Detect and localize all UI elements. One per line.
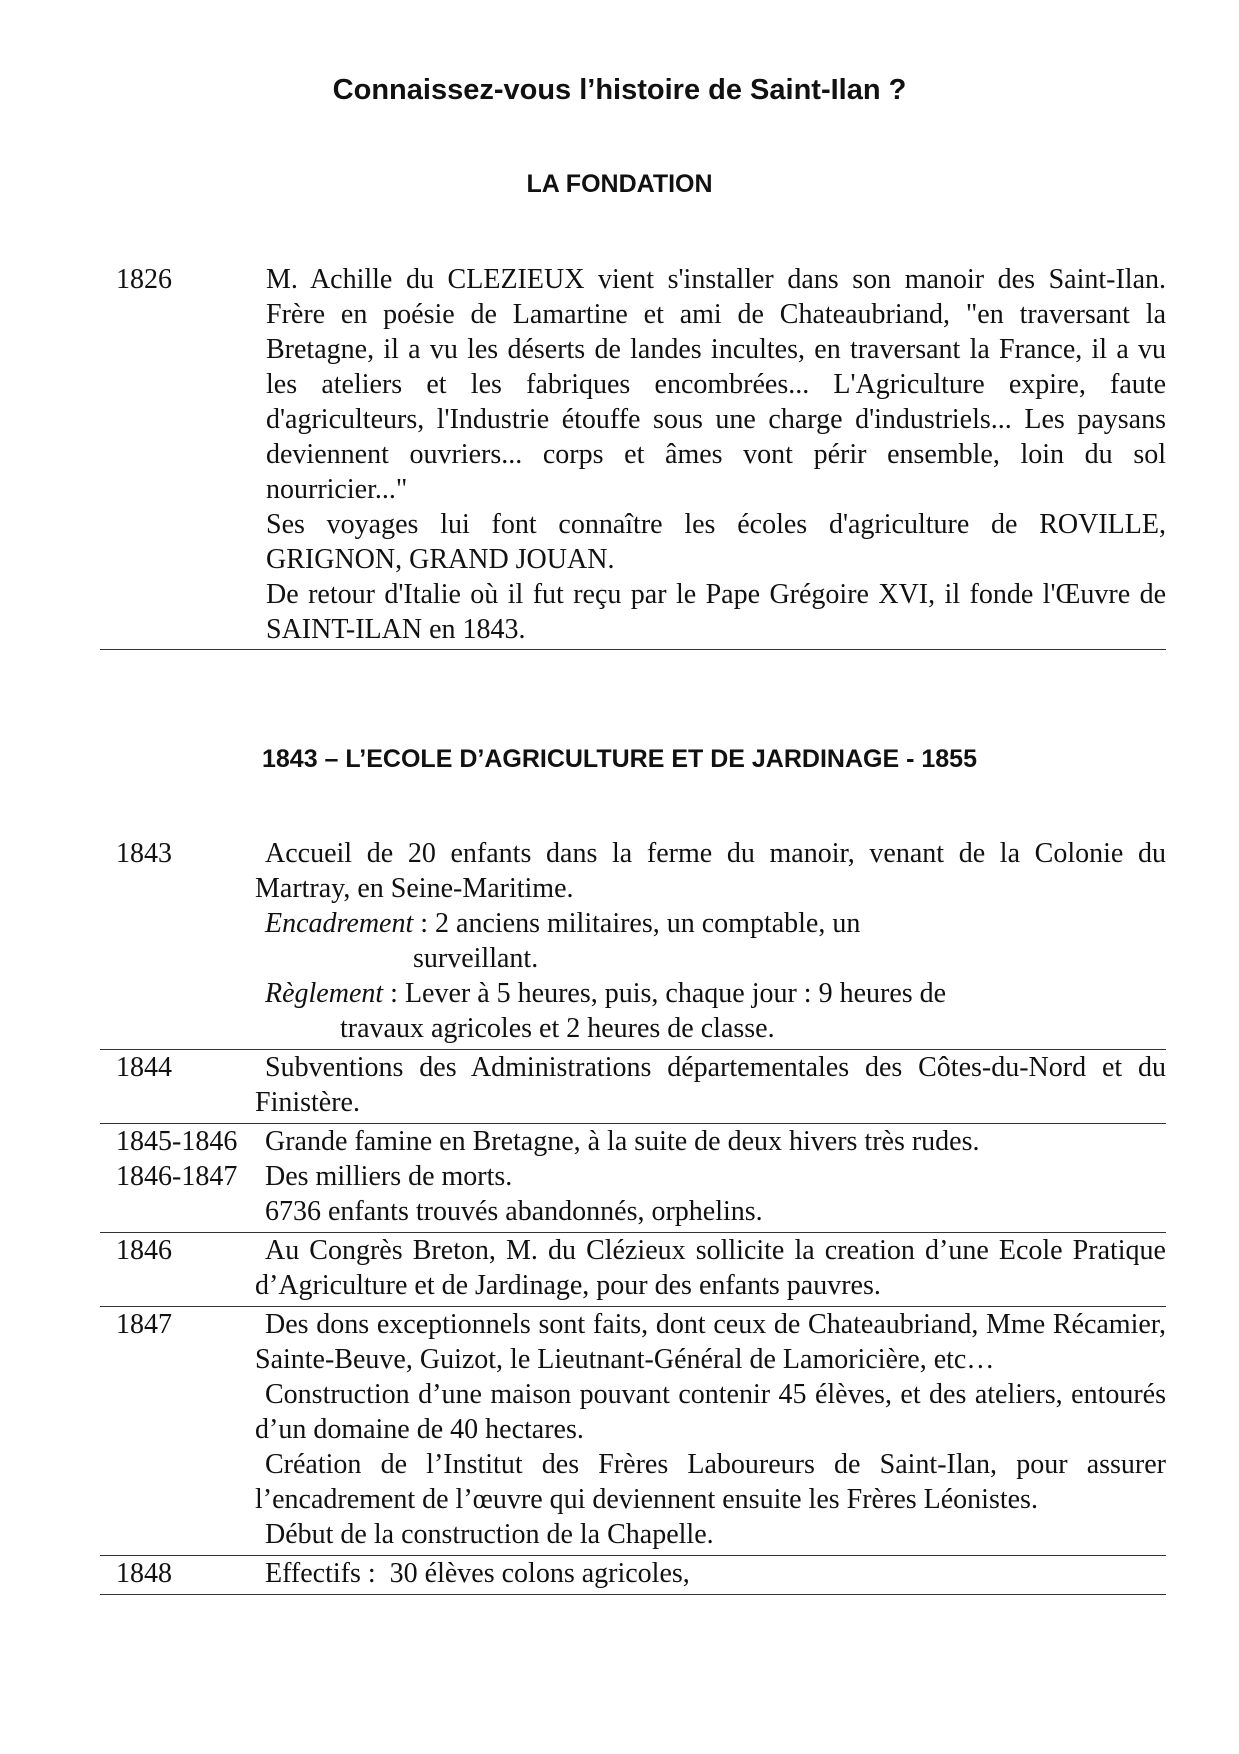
event-paragraph: De retour d'Italie où il fut reçu par le Pape Grégoire XVI, il fonde l'Œuvre de SAINT-ILAN en 1843. bbox=[266, 579, 1166, 645]
event-paragraph: Création de l’Institut des Frères Laboureurs de Saint-Ilan, pour assurer l’encadrement de l’œuvre qui deviennent ensuite les Frères Léonistes. bbox=[255, 1449, 1166, 1515]
year-cell bbox=[100, 1556, 255, 1591]
event-paragraph: Effectifs : 30 élèves colons agricoles, bbox=[265, 1558, 690, 1589]
year-label: 1847 bbox=[116, 1309, 172, 1340]
encadrement-text: : 2 anciens militaires, un comptable, un bbox=[413, 908, 861, 939]
year-cell bbox=[100, 1233, 255, 1303]
encadrement-continuation: surveillant. bbox=[413, 943, 539, 974]
year-cell bbox=[100, 1124, 255, 1229]
timeline-row-1844 bbox=[100, 1050, 1166, 1124]
event-cell bbox=[255, 262, 1166, 647]
year-cell bbox=[100, 1050, 255, 1120]
event-line: 6736 enfants trouvés abandonnés, orphelins. bbox=[265, 1196, 763, 1227]
event-paragraph: M. Achille du CLEZIEUX vient s'installer dans son manoir des Saint-Ilan. Frère en poésie de Lamartine et ami de Chateaubriand, "en traversant la Bretagne, il a vu les déserts de landes incultes, en traversant la France, il a vu les ateliers et les fabriques encombrées... L'Agriculture expire, faute d'agriculteurs, l'Industrie étouffe sous une charge d'industriels... Les paysans deviennent ouvriers... corps et âmes vont périr ensemble, loin du sol nourricier..." bbox=[266, 264, 1166, 505]
year-label: 1844 bbox=[116, 1052, 172, 1083]
event-cell bbox=[255, 1307, 1166, 1552]
year-cell bbox=[100, 262, 255, 647]
event-paragraph: Accueil de 20 enfants dans la ferme du manoir, venant de la Colonie du Martray, en Seine-Maritime. bbox=[255, 838, 1166, 904]
event-paragraph: Début de la construction de la Chapelle. bbox=[265, 1519, 714, 1550]
year-label: 1846 bbox=[116, 1235, 172, 1266]
event-cell bbox=[255, 836, 1166, 1046]
section-title-fondation: LA FONDATION bbox=[526, 170, 713, 198]
encadrement-label: Encadrement bbox=[265, 908, 414, 939]
timeline-row-1847 bbox=[100, 1307, 1166, 1556]
year-label: 1843 bbox=[116, 838, 172, 869]
year-cell bbox=[100, 1307, 255, 1552]
event-cell bbox=[255, 1233, 1166, 1303]
reglement-line bbox=[255, 976, 1166, 1011]
event-line: Des milliers de morts. bbox=[265, 1161, 513, 1192]
timeline-row-1846 bbox=[100, 1233, 1166, 1307]
timeline-row-1843 bbox=[100, 836, 1166, 1050]
timeline-table-ecole bbox=[100, 836, 1166, 1595]
event-paragraph: Subventions des Administrations départementales des Côtes-du-Nord et du Finistère. bbox=[255, 1052, 1166, 1118]
year-label: 1845-1846 bbox=[116, 1126, 238, 1157]
timeline-row-1848 bbox=[100, 1556, 1166, 1595]
section-title-ecole: 1843 – L’ECOLE D’AGRICULTURE ET DE JARDINAGE - 1855 bbox=[262, 745, 977, 773]
document-title: Connaissez-vous l’histoire de Saint-Ilan ? bbox=[332, 74, 907, 106]
reglement-label: Règlement bbox=[265, 978, 384, 1009]
year-label: 1848 bbox=[116, 1558, 172, 1589]
timeline-row-1826 bbox=[100, 262, 1166, 650]
event-cell bbox=[255, 1050, 1166, 1120]
event-cell bbox=[255, 1556, 1166, 1591]
encadrement-line bbox=[255, 906, 1166, 941]
event-line: Grande famine en Bretagne, à la suite de deux hivers très rudes. bbox=[265, 1126, 980, 1157]
event-cell bbox=[255, 1124, 1166, 1229]
timeline-row-1845-1847 bbox=[100, 1124, 1166, 1233]
year-label: 1846-1847 bbox=[116, 1161, 238, 1192]
event-paragraph: Ses voyages lui font connaître les écoles d'agriculture de ROVILLE, GRIGNON, GRAND JOUAN. bbox=[266, 509, 1166, 575]
reglement-continuation: travaux agricoles et 2 heures de classe. bbox=[340, 1013, 775, 1044]
year-label: 1826 bbox=[116, 264, 172, 295]
event-paragraph: Au Congrès Breton, M. du Clézieux sollicite la creation d’une Ecole Pratique d’Agriculture et de Jardinage, pour des enfants pauvres. bbox=[255, 1235, 1166, 1301]
event-paragraph: Construction d’une maison pouvant contenir 45 élèves, et des ateliers, entourés d’un domaine de 40 hectares. bbox=[255, 1379, 1166, 1445]
year-cell bbox=[100, 836, 255, 1046]
reglement-text: : Lever à 5 heures, puis, chaque jour : 9 heures de bbox=[383, 978, 947, 1009]
event-paragraph: Des dons exceptionnels sont faits, dont ceux de Chateaubriand, Mme Récamier, Sainte-Beuve, Guizot, le Lieutnant-Général de Lamoricière, etc… bbox=[255, 1309, 1166, 1375]
timeline-table-fondation bbox=[100, 262, 1166, 650]
